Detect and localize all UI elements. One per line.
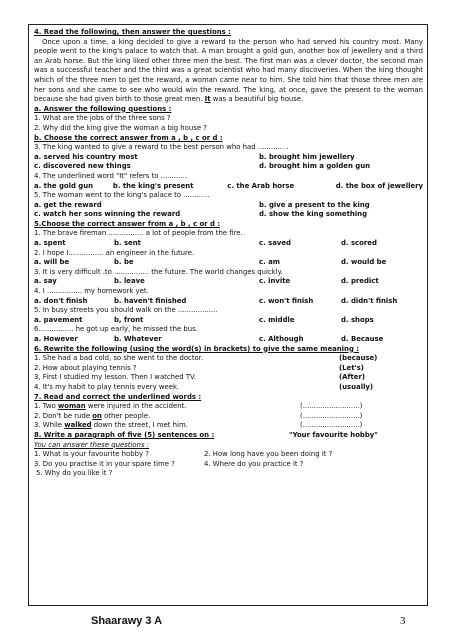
answer-blank[interactable]: (..........................) <box>300 402 363 411</box>
q8-guide-q4: 4. Where do you practice it ? <box>204 459 304 468</box>
option-d: d. didn't finish <box>341 296 398 305</box>
option-c: c. invite <box>259 277 291 286</box>
q6-heading: 6. Rewrite the following (using the word(s) in brackets) to give the same meaning : <box>34 344 360 353</box>
q4a-question-2: 2. Why did the king give the woman a big house ? <box>34 123 207 132</box>
q6-item <box>34 354 423 364</box>
q7-item <box>34 421 423 431</box>
option-a: a. served his country most <box>34 152 138 161</box>
answer-blank[interactable]: (..........................) <box>300 411 363 420</box>
option-c: c. middle <box>259 315 295 324</box>
option-a: a. However <box>34 335 78 343</box>
q6-keyword: (because) <box>339 354 378 363</box>
option-b: b. sent <box>114 239 141 248</box>
option-a: a. will be <box>34 258 70 267</box>
q7-text: 1. Two <box>34 402 58 411</box>
option-d: d. show the king something <box>259 210 367 219</box>
option-d: d. Because <box>341 335 384 343</box>
option-d: d. shops <box>341 315 374 324</box>
option-d: d. would be <box>341 258 387 267</box>
passage-text: Once upon a time, a king decided to give a reward to the person who had served his country most. Many people went to the king's palace to watch that. A man brought a gold gun, another box of jewellery and a third an Arab horse. But the king liked other three men the best. The first man was a clever doctor, the second man was a successful teacher and the third was a great scientist who had many discoveries. When the king thought which of the three men to get the reward, a woman came near to him. She told him that those three men are her sons and she came to see who would win the reward. The king, at once, gave the present to the woman because she had given birth to those great men. <box>34 37 423 104</box>
passage-underlined-it: It <box>204 95 211 104</box>
q5-question: 2. I hope I................ an engineer in the future. <box>34 248 195 257</box>
q6-sentence: 2. How about playing tennis ? <box>34 363 137 372</box>
page-number: 3 <box>400 615 406 627</box>
q4b-options-row <box>34 162 423 172</box>
option-a: a. get the reward <box>34 200 102 209</box>
q7-item <box>34 412 423 422</box>
option-c: c. watch her sons winning the reward <box>34 210 181 219</box>
q6-keyword: (usually) <box>339 382 374 391</box>
worksheet-page <box>28 24 428 606</box>
q6-item <box>34 373 423 383</box>
q7-text: down the street, I met him. <box>91 421 188 430</box>
q5-question: 4. I ................ my homework yet. <box>34 287 149 296</box>
option-c: c. Although <box>259 335 304 343</box>
q5-options-row <box>34 277 423 287</box>
q6-sentence: 4. It's my habit to play tennis every week. <box>34 382 180 391</box>
option-d: d. the box of jewellery <box>335 181 423 190</box>
underlined-word: walked <box>64 421 92 430</box>
option-a: a. spent <box>34 239 66 248</box>
q4b-options-row <box>34 153 423 163</box>
option-d: d. predict <box>341 277 379 286</box>
q4b-options-row <box>34 182 423 192</box>
option-b: b. give a present to the king <box>259 200 370 209</box>
q6-item <box>34 383 423 393</box>
q8-guide-q2: 2. How long have you been doing it ? <box>204 450 333 459</box>
q4b-question-5: 5. The woman went to the king's palace to ............ <box>34 191 210 200</box>
q4b-options-row <box>34 201 423 211</box>
q6-item <box>34 364 423 374</box>
option-b: b. leave <box>114 277 145 286</box>
q6-sentence: 3, First I studied my lesson. Then I watched TV. <box>34 373 197 382</box>
option-d: d. brought him a golden gun <box>259 162 371 171</box>
q5-options-row <box>34 316 423 326</box>
q7-text: were injured in the accident. <box>85 402 187 411</box>
q7-text: 2. Don't be rude <box>34 411 93 420</box>
q8-guide-row <box>34 460 423 470</box>
q5-question: 3. It is very difficult .to ................ the future. The world changes quickly. <box>34 267 283 276</box>
option-c: c. saved <box>259 239 291 248</box>
option-a: a. the gold gun <box>34 181 94 190</box>
answer-blank[interactable]: (..........................) <box>300 421 363 430</box>
option-b: b. haven't finished <box>114 296 187 305</box>
option-b: b. be <box>114 258 134 267</box>
q7-text: other people. <box>101 411 151 420</box>
q5-question: 1. The brave fireman ................ a lot of people from the fire. <box>34 229 243 238</box>
q5-heading: 5.Choose the correct answer from a , b , c or d : <box>34 219 221 228</box>
q7-heading: 7. Read and correct the underlined words : <box>34 392 202 401</box>
q4b-question-3: 3. The king wanted to give a reward to the best person who had ............ . <box>34 143 289 152</box>
option-c: c. won't finish <box>259 296 314 305</box>
q4b-question-4: 4. The underlined word "It" refers to ............ <box>34 171 187 180</box>
q8-subheading: You can answer these questions : <box>34 440 150 449</box>
q8-guide-q5: 5. Why do you like it ? <box>36 469 113 478</box>
q8-heading-row <box>34 431 423 441</box>
q4-heading: 4. Read the following, then answer the questions : <box>34 28 231 36</box>
option-d: d. scored <box>341 239 377 248</box>
q5-options-row <box>34 297 423 307</box>
option-b: b. brought him jewellery <box>259 152 355 161</box>
q5-question: 5. In busy streets you should walk on the .................. <box>34 306 218 315</box>
underlined-word: woman <box>57 402 86 411</box>
q5-options-row <box>34 258 423 268</box>
option-a: a. pavement <box>34 315 83 324</box>
q7-item <box>34 402 423 412</box>
option-c: c. discovered new things <box>34 162 131 171</box>
q8-topic: "Your favourite hobby" <box>289 430 378 439</box>
q8-guide-q3: 3. Do you practise it in your spare time ? <box>34 459 175 468</box>
q5-options-row <box>34 239 423 249</box>
option-a: a. don't finish <box>34 296 88 305</box>
passage-end: was a beautiful big house. <box>212 95 304 104</box>
q8-guide-row <box>34 450 423 460</box>
q6-sentence: 1. She had a bad cold, so she went to the doctor. <box>34 354 204 363</box>
footer-author: Shaarawy 3 A <box>91 615 163 627</box>
q4b-heading: b. Choose the correct answer from a , b , c or d : <box>34 133 223 142</box>
q8-guide-q1: 1. What is your favourite hobby ? <box>34 450 149 459</box>
option-c: c. the Arab horse <box>227 181 295 190</box>
option-b: b, front <box>114 315 144 324</box>
q4b-options-row <box>34 210 423 220</box>
option-b: b. the king's present <box>112 181 194 190</box>
option-c: c. am <box>259 258 280 267</box>
q7-text: 3. While <box>34 421 65 430</box>
q6-keyword: (Let's) <box>339 363 364 372</box>
q4a-question-1: 1. What are the jobs of the three sons ? <box>34 114 171 123</box>
option-a: a. say <box>34 277 57 286</box>
reading-passage <box>34 38 423 105</box>
q6-keyword: (After) <box>339 373 365 382</box>
q4a-heading: a. Answer the following questions : <box>34 104 172 113</box>
underlined-word: on <box>92 411 102 420</box>
q5-question: 6................ he got up early, he missed the bus. <box>34 325 198 334</box>
q5-options-row <box>34 335 423 345</box>
q8-heading: 8. Write a paragraph of five (5) sentences on : <box>34 430 215 439</box>
option-b: b. Whatever <box>114 335 162 343</box>
